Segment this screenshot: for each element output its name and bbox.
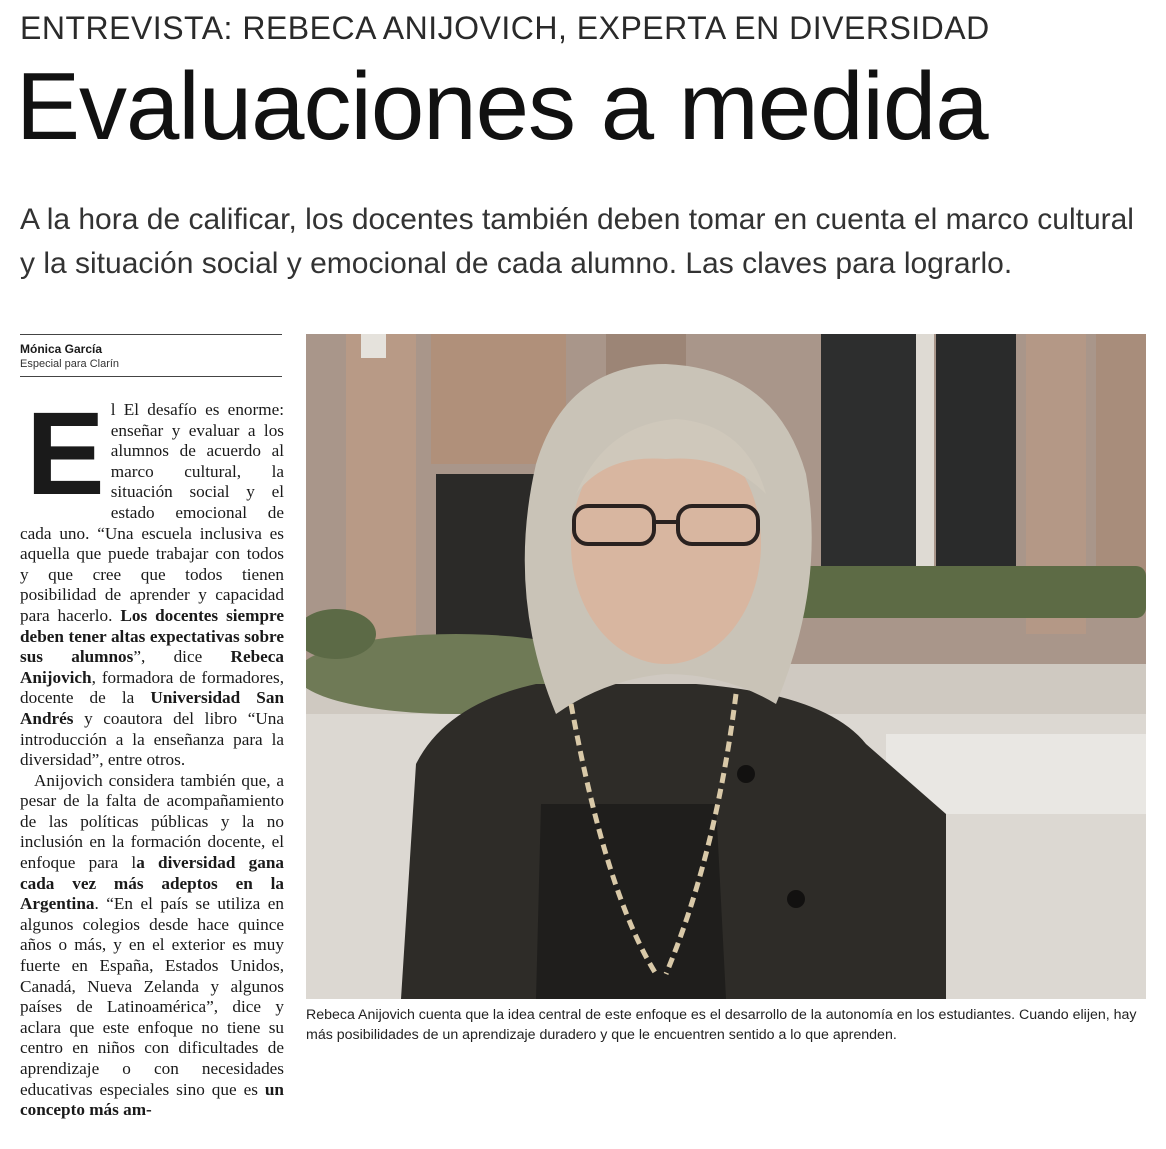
text-run: l El desafío es enorme: enseñar y evaluar a los alumnos de acuerdo al marco cultural, la situación social y el estado emocional de cada uno. “Una escuela inclusiva es aquella que puede trabajar con todos y que cree que todos tienen posibilidad de aprender y capacidad para hacerlo. bbox=[20, 400, 284, 625]
bold-run: Rebeca Anijovich bbox=[20, 647, 284, 687]
article-body bbox=[20, 388, 284, 1121]
author-name: Mónica García bbox=[20, 342, 103, 356]
photo-caption: Rebeca Anijovich cuenta que la idea central de este enfoque es el desarrollo de la autonomía en los estudiantes. Cuando elijen, hay más posibilidades de un aprendizaje duradero y que le encuentren sentido a lo que aprenden. bbox=[306, 1007, 1137, 1043]
text-run: , formadora de formadores, docente de la bbox=[20, 667, 284, 708]
text-run: . “En el país se utiliza en algunos colegios desde hace quince años o más, y en el exterior es muy fuerte en España, Estados Unidos, Canadá, Nueva Zelanda y algunos países de Latinoamérica”, dice y aclara que este enfoque no tiene su centro en niños con dificultades de aprendizaje o con necesidades educativas especiales sino que es bbox=[20, 894, 284, 1099]
bold-run: Universidad San Andrés bbox=[20, 688, 284, 728]
text-run: y coautora del libro “Una introducción a la enseñanza para la diversidad”, entre otros. bbox=[20, 708, 284, 770]
portrait-photo bbox=[306, 334, 1146, 999]
article-deck: A la hora de calificar, los docentes también deben tomar en cuenta el marco cultural y la situación social y emocional de cada alumno. Las claves para lograrlo. bbox=[20, 203, 1134, 280]
drop-cap: E bbox=[26, 388, 105, 520]
byline-top-rule bbox=[20, 334, 282, 335]
byline bbox=[20, 342, 119, 371]
article-headline: Evaluaciones a medida bbox=[16, 53, 988, 160]
bold-run: a diversidad gana cada vez más adeptos en la Argentina bbox=[20, 853, 284, 914]
text-run: Anijovich considera también que, a pesar de la falta de acompañamiento de las políticas públicas y la no inclusión en la formación docente, el enfoque para l bbox=[20, 770, 284, 873]
bold-run: un concepto más am- bbox=[20, 1079, 284, 1120]
bold-run: Los docentes siempre deben tener altas expectativas sobre sus alumnos bbox=[20, 605, 284, 667]
author-role: Especial para Clarín bbox=[20, 358, 120, 370]
paragraph-1 bbox=[20, 388, 284, 771]
text-run: ”, dice bbox=[133, 647, 231, 667]
article-kicker: ENTREVISTA: REBECA ANIJOVICH, EXPERTA EN DIVERSIDAD bbox=[20, 10, 990, 46]
paragraph-2 bbox=[20, 771, 284, 1121]
byline-bottom-rule bbox=[20, 376, 282, 377]
